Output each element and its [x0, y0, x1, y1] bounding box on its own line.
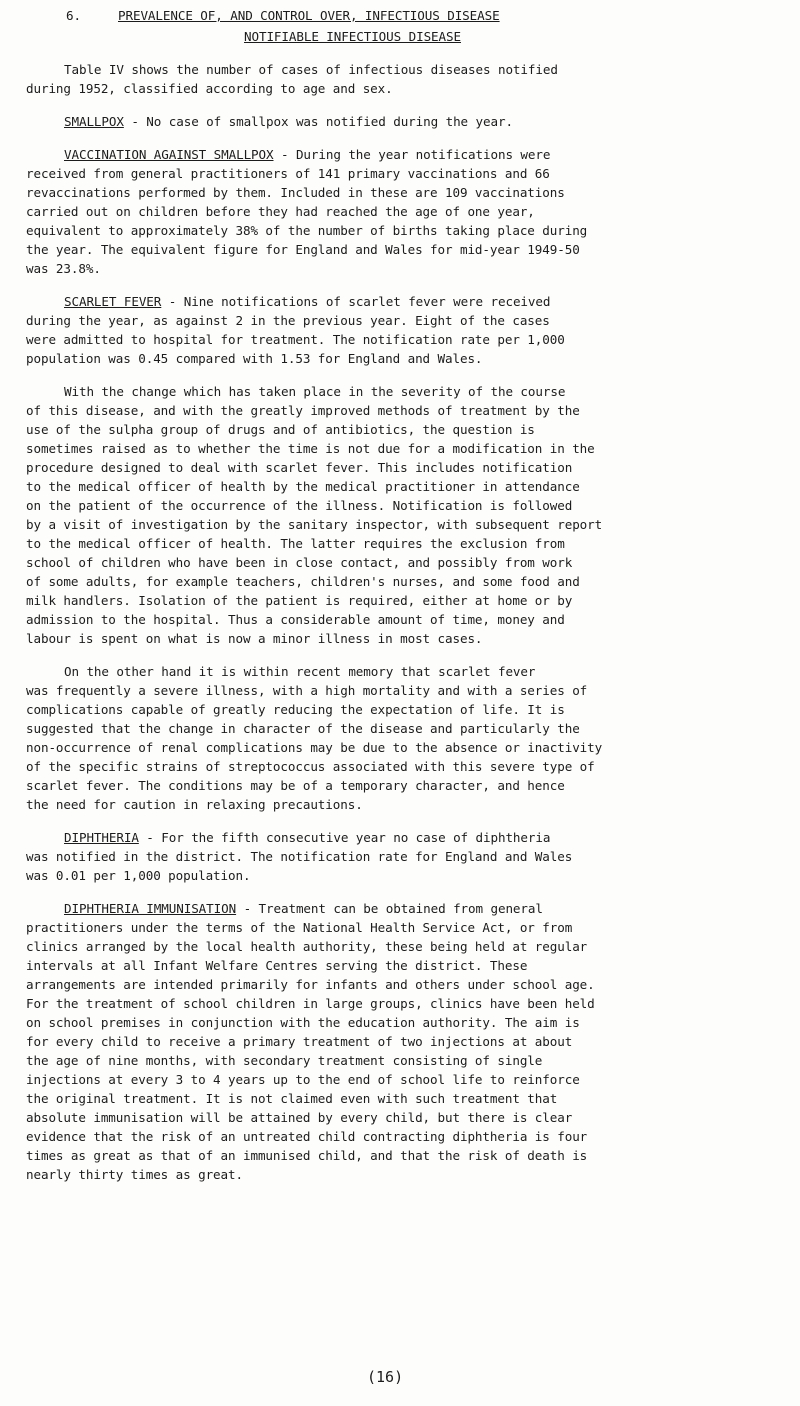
text-line: received from general practitioners of 141 primary vaccinations and 66 — [26, 166, 550, 181]
text-line: suggested that the change in character of the disease and particularly the — [26, 721, 580, 736]
text-line: evidence that the risk of an untreated child contracting diphtheria is four — [26, 1129, 588, 1144]
vaccination-heading: VACCINATION AGAINST SMALLPOX — [64, 147, 274, 162]
text-line: equivalent to approximately 38% of the number of births taking place during — [26, 223, 588, 238]
text-line: to the medical officer of health by the medical practitioner in attendance — [26, 479, 580, 494]
text-line: - For the fifth consecutive year no case of diphtheria — [138, 830, 551, 845]
text-line: On the other hand it is within recent memory that scarlet fever — [64, 664, 536, 679]
text-line: school of children who have been in close contact, and possibly from work — [26, 555, 573, 570]
text-line: during the year, as against 2 in the previous year. Eight of the cases — [26, 313, 550, 328]
text-line: sometimes raised as to whether the time is not due for a modification in the — [26, 441, 595, 456]
text-line: Table IV shows the number of cases of infectious diseases notified — [64, 62, 558, 77]
text-line: practitioners under the terms of the National Health Service Act, or from — [26, 920, 573, 935]
text-line: - Nine notifications of scarlet fever were received — [161, 294, 551, 309]
text-line: the age of nine months, with secondary treatment consisting of single — [26, 1053, 543, 1068]
smallpox-heading: SMALLPOX — [64, 114, 124, 129]
text-line: population was 0.45 compared with 1.53 for England and Wales. — [26, 351, 483, 366]
section-title: PREVALENCE OF, AND CONTROL OVER, INFECTIOUS DISEASE — [118, 8, 500, 23]
text-line: non-occurrence of renal complications may be due to the absence or inactivity — [26, 740, 603, 755]
text-line: was 23.8%. — [26, 261, 101, 276]
text-line: was notified in the district. The notification rate for England and Wales — [26, 849, 573, 864]
text-line: admission to the hospital. Thus a considerable amount of time, money and — [26, 612, 565, 627]
text-line: were admitted to hospital for treatment. The notification rate per 1,000 — [26, 332, 565, 347]
text-line: for every child to receive a primary treatment of two injections at about — [26, 1034, 573, 1049]
text-line: use of the sulpha group of drugs and of antibiotics, the question is — [26, 422, 535, 437]
text-line: arrangements are intended primarily for infants and others under school age. — [26, 977, 595, 992]
text-line: procedure designed to deal with scarlet fever. This includes notification — [26, 460, 573, 475]
text-line: the year. The equivalent figure for England and Wales for mid-year 1949-50 — [26, 242, 580, 257]
text-line: injections at every 3 to 4 years up to the end of school life to reinforce — [26, 1072, 580, 1087]
smallpox-paragraph — [64, 114, 513, 129]
text-line: milk handlers. Isolation of the patient is required, either at home or by — [26, 593, 573, 608]
text-line: the need for caution in relaxing precautions. — [26, 797, 363, 812]
scarlet-fever-heading: SCARLET FEVER — [64, 294, 162, 309]
text-line: times as great as that of an immunised child, and that the risk of death is — [26, 1148, 588, 1163]
text-line: of this disease, and with the greatly improved methods of treatment by the — [26, 403, 580, 418]
text-line: the original treatment. It is not claimed even with such treatment that — [26, 1091, 558, 1106]
page-number: (16) — [367, 1368, 404, 1386]
subtitle: NOTIFIABLE INFECTIOUS DISEASE — [244, 29, 461, 44]
text-line: by a visit of investigation by the sanitary inspector, with subsequent report — [26, 517, 603, 532]
text-line: - No case of smallpox was notified during the year. — [123, 114, 513, 129]
text-line: carried out on children before they had reached the age of one year, — [26, 204, 535, 219]
text-line: of some adults, for example teachers, children's nurses, and some food and — [26, 574, 580, 589]
diphtheria-heading: DIPHTHERIA — [64, 830, 139, 845]
text-line: clinics arranged by the local health authority, these being held at regular — [26, 939, 588, 954]
text-line: nearly thirty times as great. — [26, 1167, 243, 1182]
text-line: on school premises in conjunction with the education authority. The aim is — [26, 1015, 580, 1030]
text-line: during 1952, classified according to age and sex. — [26, 81, 393, 96]
text-line: was frequently a severe illness, with a high mortality and with a series of — [26, 683, 588, 698]
text-line: labour is spent on what is now a minor illness in most cases. — [26, 631, 483, 646]
text-line: - Treatment can be obtained from general — [236, 901, 543, 916]
text-line: complications capable of greatly reducing the expectation of life. It is — [26, 702, 565, 717]
text-line: revaccinations performed by them. Included in these are 109 vaccinations — [26, 185, 565, 200]
text-line: of the specific strains of streptococcus associated with this severe type of — [26, 759, 595, 774]
section-number: 6. — [66, 8, 81, 23]
text-line: With the change which has taken place in the severity of the course — [64, 384, 566, 399]
text-line: on the patient of the occurrence of the illness. Notification is followed — [26, 498, 573, 513]
text-line: to the medical officer of health. The latter requires the exclusion from — [26, 536, 565, 551]
text-line: was 0.01 per 1,000 population. — [26, 868, 251, 883]
text-line: For the treatment of school children in large groups, clinics have been held — [26, 996, 595, 1011]
text-line: scarlet fever. The conditions may be of a temporary character, and hence — [26, 778, 565, 793]
text-line: - During the year notifications were — [273, 147, 551, 162]
text-line: intervals at all Infant Welfare Centres serving the district. These — [26, 958, 528, 973]
text-line: absolute immunisation will be attained by every child, but there is clear — [26, 1110, 573, 1125]
immunisation-heading: DIPHTHERIA IMMUNISATION — [64, 901, 237, 916]
